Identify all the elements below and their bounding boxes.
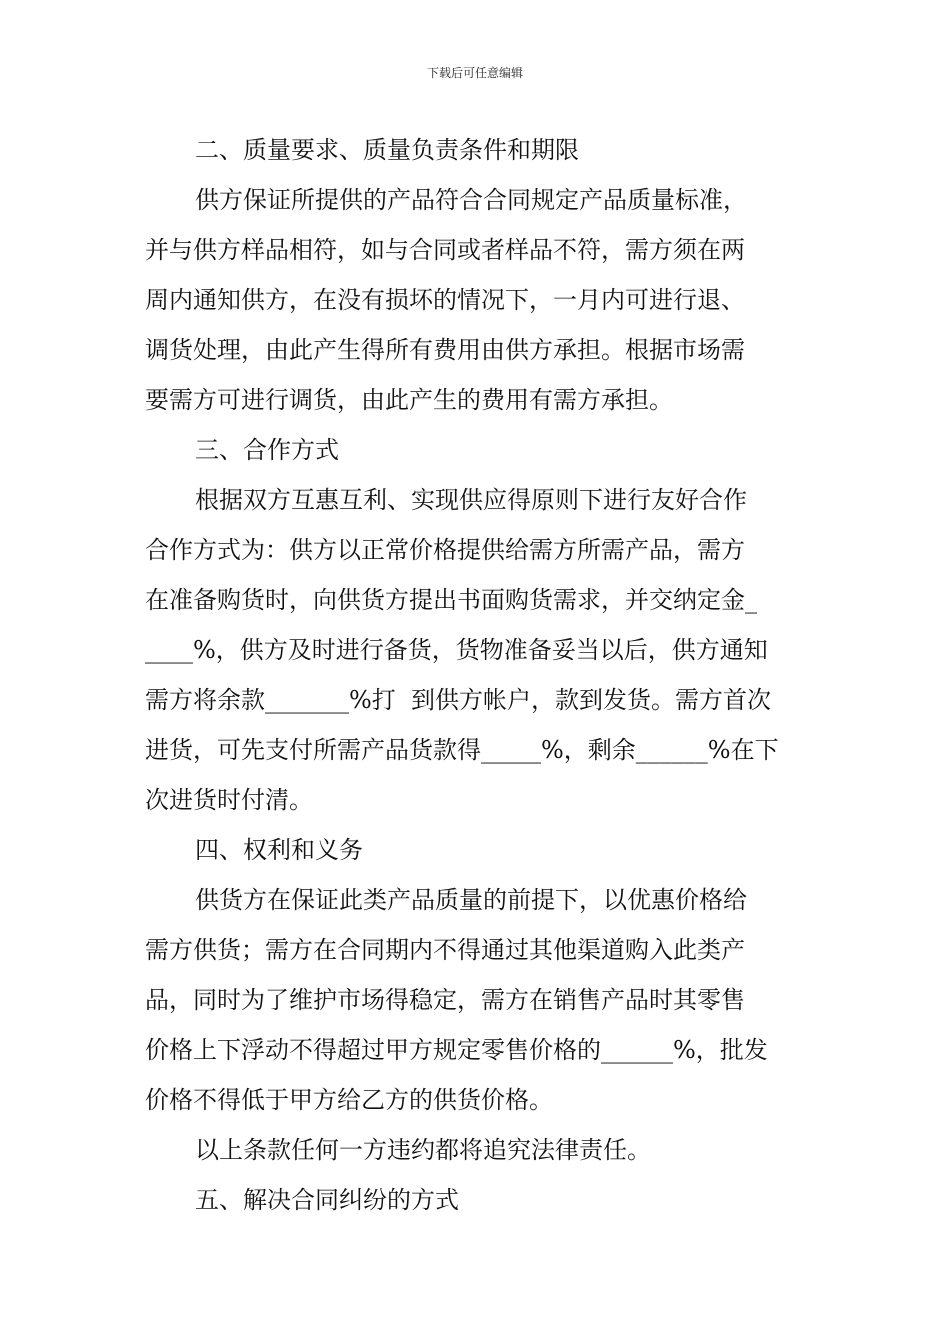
paragraph-line: ____%，供方及时进行备货，货物准备妥当以后，供方通知 (145, 636, 768, 664)
paragraph-line: 次进货时付清。 (145, 786, 313, 814)
paragraph-line: 周内通知供方，在没有损坏的情况下，一月内可进行退、 (145, 286, 745, 314)
paragraph-line: 进货，可先支付所需产品货款得_____%，剩余______%在下 (145, 736, 779, 764)
document-body (145, 125, 810, 1225)
paragraph-line: 以上条款任何一方违约都将追究法律责任。 (195, 1136, 651, 1164)
paragraph-line: 在准备购货时，向供货方提出书面购货需求，并交纳定金_ (145, 586, 757, 614)
paragraph-line: 供方保证所提供的产品符合合同规定产品质量标准， (195, 186, 747, 214)
section-heading-rights: 四、权利和义务 (195, 836, 363, 864)
section-heading-quality: 二、质量要求、质量负责条件和期限 (195, 136, 579, 164)
paragraph-line: 价格上下浮动不得超过甲方规定零售价格的______%，批发 (145, 1036, 768, 1064)
paragraph-line: 并与供方样品相符，如与合同或者样品不符，需方须在两 (145, 236, 745, 264)
paragraph-line: 调货处理，由此产生得所有费用由供方承担。根据市场需 (145, 336, 745, 364)
paragraph-line: 需方将余款_______%打 到供方帐户，款到发货。需方首次 (145, 686, 772, 714)
paragraph-line: 价格不得低于甲方给乙方的供货价格。 (145, 1086, 553, 1114)
section-heading-cooperation: 三、合作方式 (195, 436, 339, 464)
paragraph-line: 品，同时为了维护市场得稳定，需方在销售产品时其零售 (145, 986, 745, 1014)
paragraph-line: 需方供货；需方在合同期内不得通过其他渠道购入此类产 (145, 936, 745, 964)
page-header: 下载后可任意编辑 (426, 66, 523, 80)
paragraph-line: 根据双方互惠互利、实现供应得原则下进行友好合作 (195, 486, 747, 514)
paragraph-line: 供货方在保证此类产品质量的前提下，以优惠价格给 (195, 886, 747, 914)
section-heading-disputes: 五、解决合同纠纷的方式 (195, 1186, 459, 1214)
paragraph-line: 要需方可进行调货，由此产生的费用有需方承担。 (145, 386, 673, 414)
paragraph-line: 合作方式为：供方以正常价格提供给需方所需产品，需方 (145, 536, 745, 564)
